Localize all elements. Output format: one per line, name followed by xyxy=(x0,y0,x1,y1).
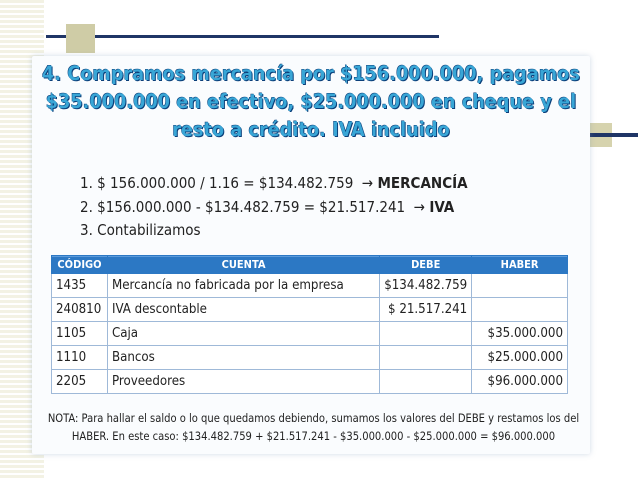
table-row xyxy=(52,370,568,394)
column-header-debe: DEBE xyxy=(380,256,472,274)
cell-codigo: 1110 xyxy=(52,346,108,370)
slide-title: 4. Compramos mercancía por $156.000.000, pagamos $35.000.000 en efectivo, $25.000.000 en cheque y el resto a crédito. IVA incluido xyxy=(42,62,580,141)
step-number: 3. xyxy=(80,221,93,239)
top-accent-square xyxy=(66,24,95,53)
step-text: Contabilizamos xyxy=(97,221,201,239)
cell-haber xyxy=(472,274,568,298)
column-header-cuenta: CUENTA xyxy=(107,256,379,274)
table-header-row xyxy=(52,256,568,274)
note-text: NOTA: Para hallar el saldo o lo que quedamos debiendo, sumamos los valores del DEBE y restamos los del HABER. En este caso: $134.482.759 + $21.517.241 - $35.000.000 - $25.000.000 = $96.000.000 xyxy=(47,412,580,443)
table-row xyxy=(52,322,568,346)
cell-haber: $25.000.000 xyxy=(472,346,568,370)
step-item xyxy=(80,219,468,243)
accounting-entry-table xyxy=(51,255,568,394)
steps-list xyxy=(80,172,468,243)
table-row xyxy=(52,298,568,322)
step-number: 1. xyxy=(80,174,93,192)
cell-codigo: 1105 xyxy=(52,322,108,346)
cell-haber xyxy=(472,298,568,322)
cell-codigo: 240810 xyxy=(52,298,108,322)
cell-cuenta: Mercancía no fabricada por la empresa xyxy=(107,274,379,298)
step-item xyxy=(80,196,468,220)
arrow-icon: → xyxy=(413,197,426,216)
arrow-icon: → xyxy=(361,174,374,192)
table-row xyxy=(52,274,568,298)
cell-codigo: 1435 xyxy=(52,274,108,298)
cell-debe: $ 21.517.241 xyxy=(380,298,472,322)
cell-debe xyxy=(380,346,472,370)
cell-codigo: 2205 xyxy=(52,370,108,394)
step-result: MERCANCÍA xyxy=(377,174,468,192)
cell-haber: $96.000.000 xyxy=(472,370,568,394)
step-text: $ 156.000.000 / 1.16 = $134.482.759 xyxy=(97,174,354,192)
cell-cuenta: IVA descontable xyxy=(107,298,379,322)
cell-haber: $35.000.000 xyxy=(472,322,568,346)
cell-cuenta: Proveedores xyxy=(107,370,379,394)
column-header-haber: HABER xyxy=(472,256,568,274)
cell-cuenta: Caja xyxy=(107,322,379,346)
table-row xyxy=(52,346,568,370)
cell-debe xyxy=(380,322,472,346)
step-text: $156.000.000 - $134.482.759 = $21.517.241 xyxy=(97,197,406,216)
column-header-codigo: CÓDIGO xyxy=(52,256,108,274)
step-result: IVA xyxy=(429,197,455,216)
step-number: 2. xyxy=(80,197,93,216)
step-item xyxy=(80,172,468,196)
cell-debe xyxy=(380,370,472,394)
right-accent-line xyxy=(586,133,638,137)
cell-cuenta: Bancos xyxy=(107,346,379,370)
top-accent-line xyxy=(46,35,439,38)
cell-debe: $134.482.759 xyxy=(380,274,472,298)
